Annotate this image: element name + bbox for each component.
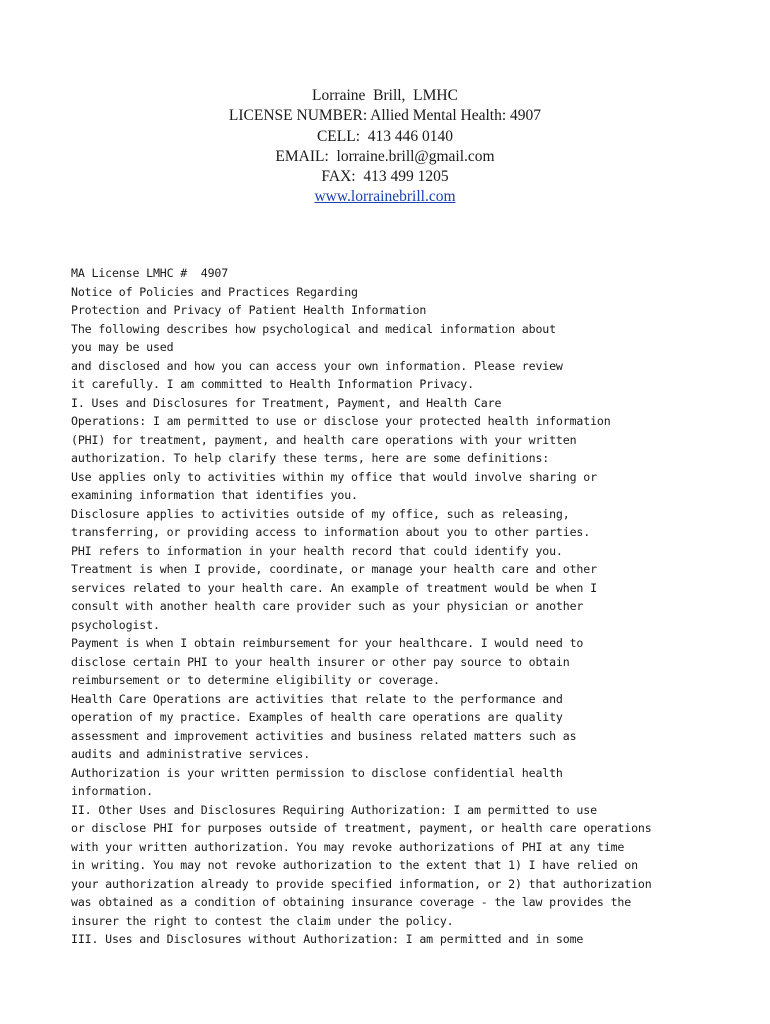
body-line: PHI refers to information in your health record that could identify you. (71, 543, 563, 558)
body-line: Authorization is your written permission to disclose confidential health (71, 765, 563, 780)
body-line: The following describes how psychological and medical information about (71, 321, 556, 336)
fax-number: FAX: 413 499 1205 (321, 168, 449, 186)
body-line: operation of my practice. Examples of health care operations are quality (71, 710, 563, 724)
letterhead (0, 86, 770, 208)
body-line: MA License LMHC # 4907 (71, 266, 229, 280)
email-address: EMAIL: lorraine.brill@gmail.com (275, 147, 495, 165)
body-line: transferring, or providing access to information about you to other parties. (71, 525, 591, 539)
body-line: you may be used (71, 340, 174, 354)
body-line: Payment is when I obtain reimbursement for your healthcare. I would need to (71, 636, 584, 650)
body-line: it carefully. I am committed to Health Information Privacy. (71, 377, 474, 391)
body-line: insurer the right to contest the claim under the policy. (71, 913, 454, 928)
body-line: reimbursement or to determine eligibility or coverage. (71, 673, 440, 687)
body-line: Treatment is when I provide, coordinate, or manage your health care and other (71, 562, 597, 576)
body-line: III. Uses and Disclosures without Authorization: I am permitted and in some (71, 932, 584, 946)
body-line: consult with another health care provider such as your physician or another (71, 599, 584, 613)
body-line: assessment and improvement activities and business related matters such as (71, 728, 577, 743)
body-line: (PHI) for treatment, payment, and health care operations with your written (71, 432, 577, 447)
body-line: II. Other Uses and Disclosures Requiring Authorization: I am permitted to use (71, 802, 597, 817)
body-line: examining information that identifies you. (71, 488, 358, 502)
body-line: services related to your health care. An example of treatment would be when I (71, 580, 597, 595)
body-line: your authorization already to provide specified information, or 2) that authorization (71, 876, 652, 891)
body-line: was obtained as a condition of obtaining insurance coverage - the law provides the (71, 895, 632, 909)
license-number: LICENSE NUMBER: Allied Mental Health: 4907 (228, 107, 542, 125)
body-line: Protection and Privacy of Patient Health Information (71, 303, 427, 317)
body-line: audits and administrative services. (71, 747, 311, 761)
notice-body (71, 264, 751, 949)
body-line: Use applies only to activities within my office that would involve sharing or (71, 469, 597, 484)
body-line: Disclosure applies to activities outside of my office, such as releasing, (71, 506, 570, 521)
body-line: with your written authorization. You may revoke authorizations of PHI at any time (71, 839, 625, 854)
body-line: authorization. To help clarify these terms, here are some definitions: (71, 451, 550, 465)
cell-phone: CELL: 413 446 0140 (316, 127, 454, 145)
provider-name: Lorraine Brill, LMHC (312, 87, 458, 104)
body-line: information. (71, 784, 153, 798)
body-line: psychologist. (71, 617, 160, 632)
body-line: and disclosed and how you can access your own information. Please review (71, 358, 563, 373)
body-line: Health Care Operations are activities that relate to the performance and (71, 691, 563, 706)
body-line: disclose certain PHI to your health insurer or other pay source to obtain (71, 654, 570, 669)
body-line: Notice of Policies and Practices Regarding (71, 284, 358, 299)
body-line: in writing. You may not revoke authorization to the extent that 1) I have relied on (71, 858, 638, 872)
body-line: or disclose PHI for purposes outside of treatment, payment, or health care operations (71, 821, 652, 835)
body-line: I. Uses and Disclosures for Treatment, Payment, and Health Care (71, 395, 502, 410)
website-link[interactable]: www.lorrainebrill.com (314, 188, 456, 206)
body-line: Operations: I am permitted to use or disclose your protected health information (71, 414, 611, 428)
